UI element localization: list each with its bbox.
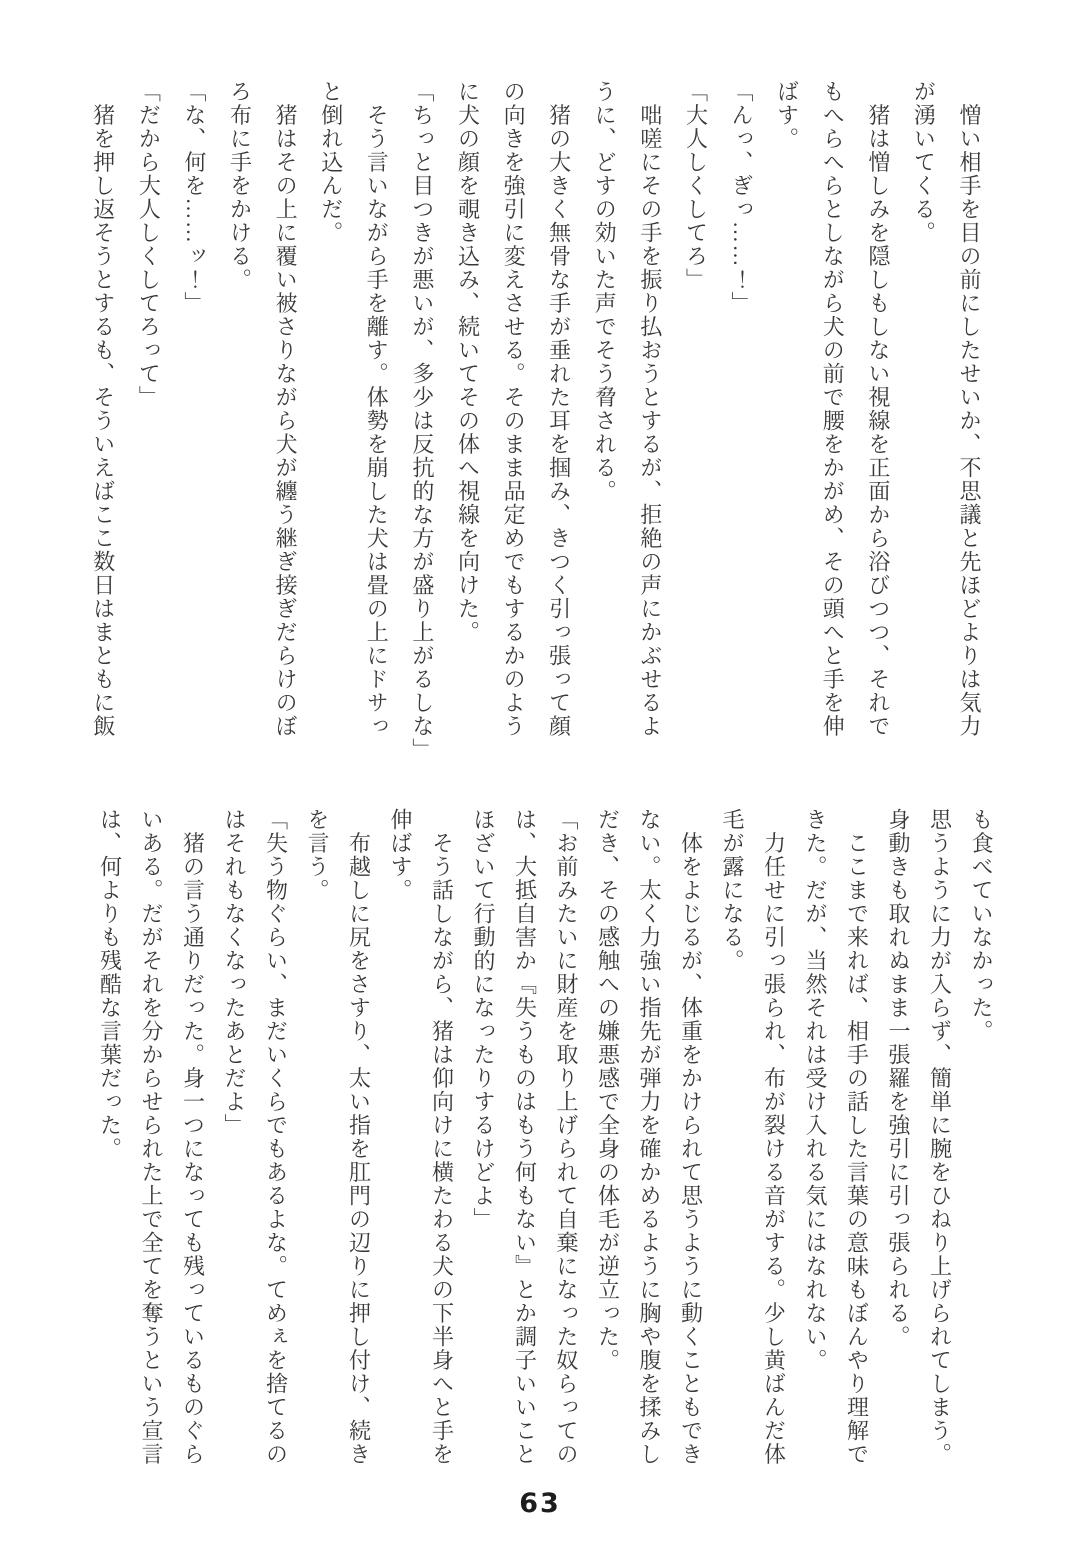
text-column: いある。だがそれを分からせられた上で全てを奪うという宣言 <box>139 808 164 1466</box>
text-column: だき、その感触への嫌悪感で全身の体毛が逆立った。 <box>595 808 621 1372</box>
text-column: ばす。 <box>774 80 800 151</box>
text-column: もへらへらとしながら犬の前で腰をかがめ、その頭へと手を伸 <box>820 80 846 738</box>
text-column: うに、どすの効いた声でそう脅される。 <box>592 80 618 503</box>
text-column: 猪の言う通りだった。身一つになっても残っているものぐら <box>180 808 206 1466</box>
text-column: そう言いながら手を離す。体勢を崩した犬は畳の上にドサっ <box>364 80 390 738</box>
text-column: 猪の大きく無骨な手が垂れた耳を掴み、きつく引っ張って顔 <box>546 80 572 738</box>
text-column: ろ布に手をかける。 <box>227 80 253 292</box>
text-column: きた。だが、当然それは受け入れる気にはなれない。 <box>803 808 828 1372</box>
text-column: を言う。 <box>305 808 330 902</box>
text-column: 身動きも取れぬまま一張羅を強引に引っ張られる。 <box>886 808 911 1349</box>
top-text-block <box>80 80 992 762</box>
text-column: 伸ばす。 <box>388 808 413 902</box>
text-column: 体をよじるが、体重をかけられて思うように動くこともでき <box>678 808 704 1466</box>
text-column: 咄嗟にその手を振り払おうとするが、拒絶の声にかぶせるよ <box>637 80 663 738</box>
page-number: 63 <box>519 1488 561 1519</box>
text-column: 思うように力が入らず、簡単に腕をひねり上げられてしまう。 <box>927 808 953 1466</box>
text-column: 毛が露になる。 <box>720 808 745 973</box>
text-column: はそれもなくなったあとだよ」 <box>222 808 247 1137</box>
text-column: も食べていなかった。 <box>969 808 994 1043</box>
text-column: に犬の顔を覗き込み、続いてその体へ視線を向けた。 <box>455 80 481 644</box>
text-column: 憎い相手を目の前にしたせいか、不思議と先ほどよりは気力 <box>957 80 982 738</box>
text-column: の向きを強引に変えさせる。そのまま品定めでもするかのよう <box>501 80 527 738</box>
text-column: 「だから大人しくしてろって」 <box>136 80 162 409</box>
text-column: は、大抵自害か『失うものはもう何もない』とか調子いいこと <box>512 808 538 1466</box>
text-column: 「大人しくしてろ」 <box>683 80 709 292</box>
text-column: は、何よりも残酷な言葉だった。 <box>97 808 123 1161</box>
text-column: が湧いてくる。 <box>911 80 937 245</box>
text-column: 「な、何を……ッ！」 <box>181 80 207 315</box>
text-column: 「んっ、ぎっ……！」 <box>729 80 755 315</box>
bottom-text-block <box>89 808 1002 1476</box>
text-column: ない。太く力強い指先が弾力を確かめるように胸や腹を揉みし <box>637 808 662 1466</box>
text-column: 「お前みたいに財産を取り上げられて自棄になった奴らっての <box>554 808 579 1466</box>
text-column: 猪はその上に覆い被さりながら犬が纏う継ぎ接ぎだらけのぼ <box>273 80 299 738</box>
text-column: と倒れ込んだ。 <box>318 80 344 245</box>
text-column: ここまで来れば、相手の話した言葉の意味もぼんやり理解で <box>844 808 870 1466</box>
text-column: 猪は憎しみを隠しもしない視線を正面から浴びつつ、それで <box>865 80 891 738</box>
text-column: 力任せに引っ張られ、布が裂ける音がする。少し黄ばんだ体 <box>761 808 787 1466</box>
text-column: 布越しに尻をさすり、太い指を肛門の辺りに押し付け、続き <box>346 808 372 1466</box>
text-column: 「ちっと目つきが悪いが、多少は反抗的な方が盛り上がるしな」 <box>409 80 435 762</box>
text-column: ほざいて行動的になったりするけどよ」 <box>471 808 496 1231</box>
text-column: 「失う物ぐらい、まだいくらでもあるよな。てめぇを捨てるの <box>263 808 289 1466</box>
text-column: そう話しながら、猪は仰向けに横たわる犬の下半身へと手を <box>429 808 455 1466</box>
text-column: 猪を押し返そうとするも、そういえばここ数日はまともに飯 <box>90 80 116 738</box>
